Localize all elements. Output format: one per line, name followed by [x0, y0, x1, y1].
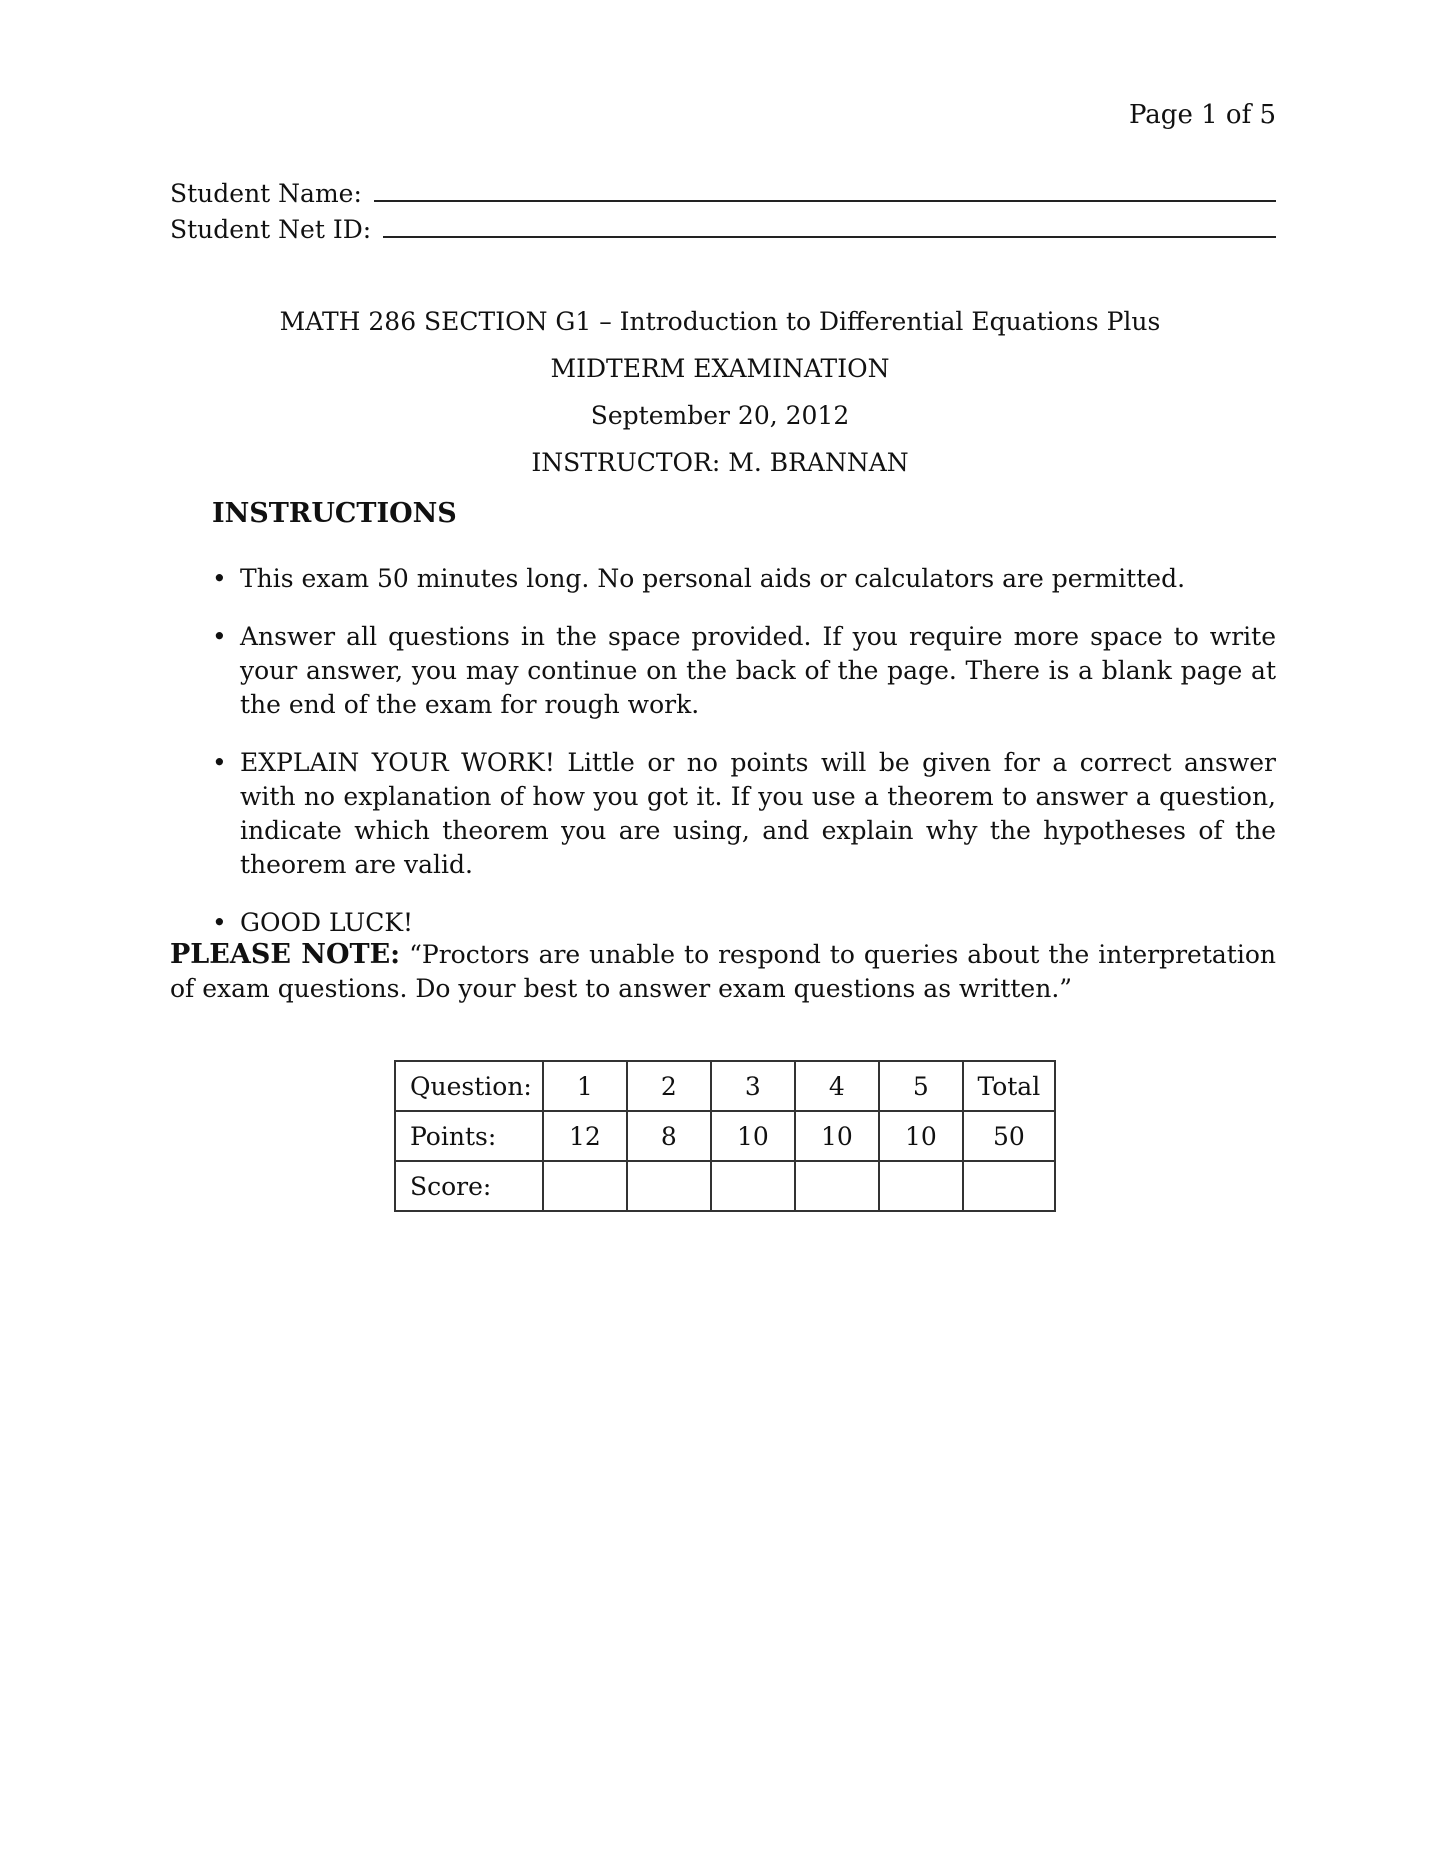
points-cell: 10 — [711, 1111, 795, 1161]
score-cell[interactable] — [879, 1161, 963, 1211]
please-note — [170, 938, 1276, 1006]
instruction-text: This exam 50 minutes long. No personal aids or calculators are permitted. — [240, 564, 1186, 593]
instruction-item — [212, 562, 1276, 596]
points-cell: 10 — [879, 1111, 963, 1161]
student-fields — [170, 172, 1276, 244]
score-row — [395, 1161, 1055, 1211]
question-cell: 4 — [795, 1061, 879, 1111]
question-total-cell: Total — [963, 1061, 1055, 1111]
question-row — [395, 1061, 1055, 1111]
student-net-id-label: Student Net ID: — [170, 215, 372, 244]
student-net-id-row — [170, 208, 1276, 244]
score-cell[interactable] — [795, 1161, 879, 1211]
score-cell[interactable] — [543, 1161, 627, 1211]
instructions-list — [212, 562, 1276, 964]
score-row-label: Score: — [395, 1161, 543, 1211]
bullet-icon: • — [212, 748, 227, 777]
student-name-label: Student Name: — [170, 179, 362, 208]
instruction-text: Answer all questions in the space provided. If you require more space to write your answer, you may continue on the back of the page. There is a blank page at the end of the exam for rough work. — [240, 622, 1276, 719]
score-cell[interactable] — [627, 1161, 711, 1211]
page-number: Page 1 of 5 — [1128, 100, 1276, 130]
points-cell: 10 — [795, 1111, 879, 1161]
bullet-icon: • — [212, 564, 227, 593]
question-row-label: Question: — [395, 1061, 543, 1111]
question-cell: 5 — [879, 1061, 963, 1111]
student-name-line[interactable] — [374, 200, 1276, 202]
question-cell: 2 — [627, 1061, 711, 1111]
bullet-icon: • — [212, 908, 227, 937]
points-total-cell: 50 — [963, 1111, 1055, 1161]
instruction-item — [212, 746, 1276, 882]
instruction-item — [212, 620, 1276, 722]
question-cell: 3 — [711, 1061, 795, 1111]
exam-date: September 20, 2012 — [590, 401, 850, 430]
student-net-id-line[interactable] — [383, 236, 1276, 238]
points-row — [395, 1111, 1055, 1161]
points-row-label: Points: — [395, 1111, 543, 1161]
score-cell[interactable] — [711, 1161, 795, 1211]
points-cell: 8 — [627, 1111, 711, 1161]
points-cell: 12 — [543, 1111, 627, 1161]
instruction-text: GOOD LUCK! — [240, 908, 414, 937]
exam-header — [0, 298, 1440, 486]
student-name-row — [170, 172, 1276, 208]
instruction-item — [212, 906, 1276, 940]
score-total-cell[interactable] — [963, 1161, 1055, 1211]
question-cell: 1 — [543, 1061, 627, 1111]
instructor-name: INSTRUCTOR: M. BRANNAN — [531, 448, 909, 477]
note-label: PLEASE NOTE: — [170, 939, 401, 970]
course-title: MATH 286 SECTION G1 – Introduction to Differential Equations Plus — [279, 307, 1161, 336]
exam-title: MIDTERM EXAMINATION — [550, 354, 890, 383]
instruction-text: EXPLAIN YOUR WORK! Little or no points will be given for a correct answer with no explanation of how you got it. If you use a theorem to answer a question, indicate which theorem you are using, and explain why the hypotheses of the theorem are valid. — [240, 748, 1276, 879]
grade-table — [394, 1060, 1056, 1212]
note-text: “Proctors are unable to respond to queries about the interpretation of exam questions. Do your best to answer exam questions as written.” — [170, 940, 1277, 1003]
bullet-icon: • — [212, 622, 227, 651]
instructions-heading: INSTRUCTIONS — [212, 498, 457, 529]
